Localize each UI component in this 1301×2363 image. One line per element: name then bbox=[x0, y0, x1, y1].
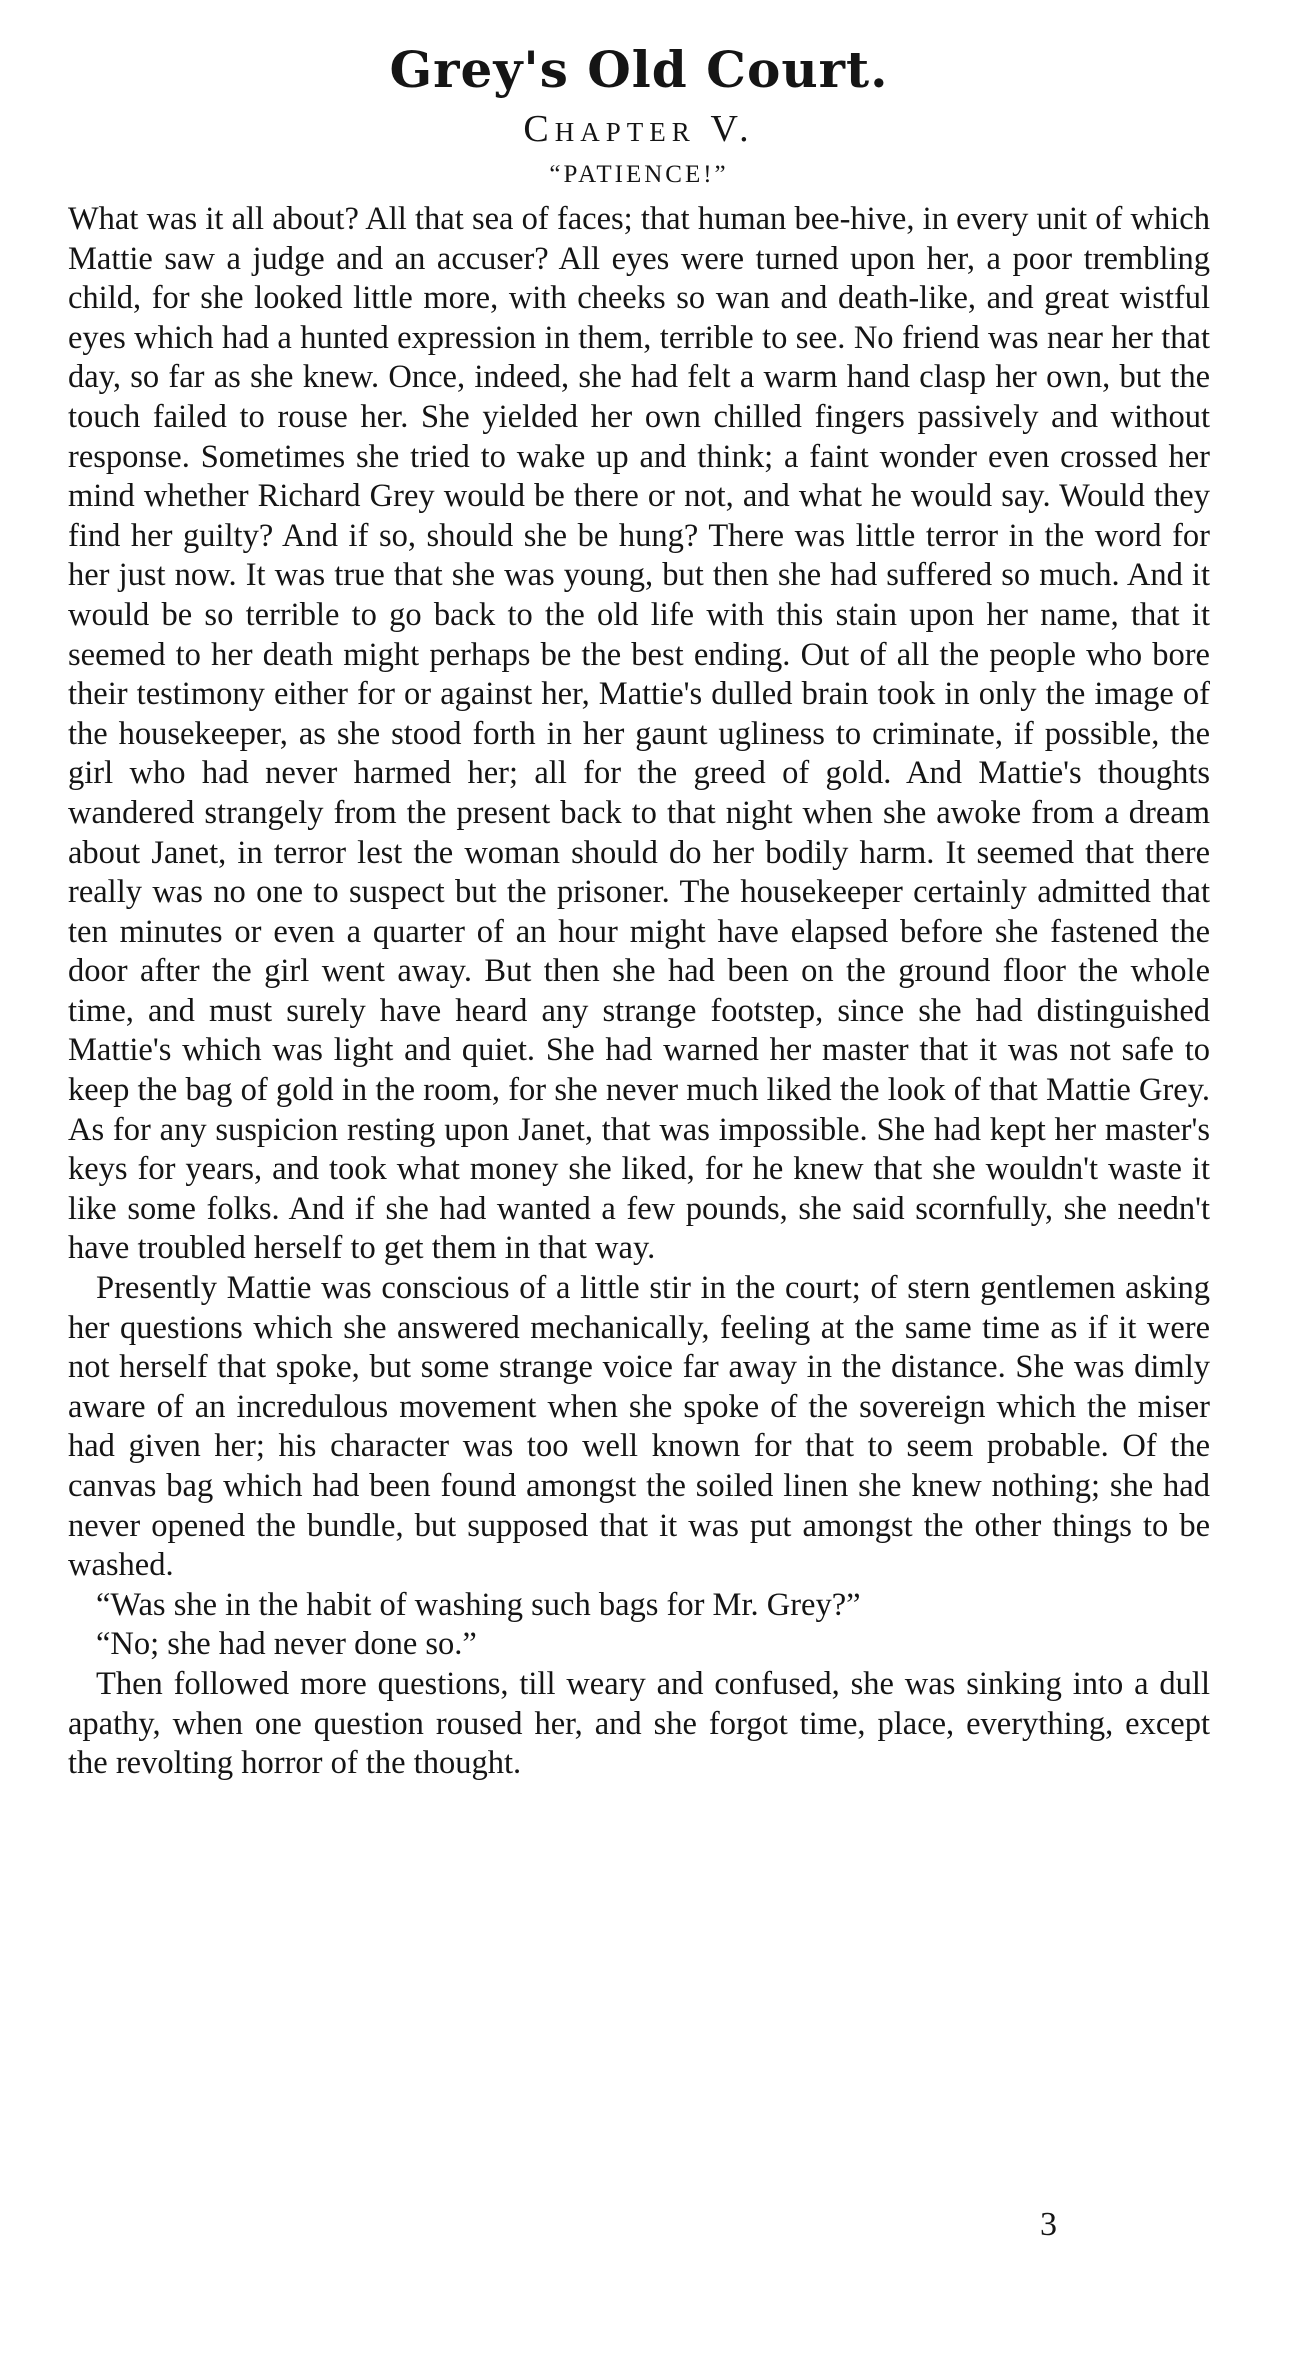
page-signature-mark: 3 bbox=[1040, 2206, 1057, 2243]
chapter-subtitle: “PATIENCE!” bbox=[549, 161, 729, 188]
paragraph-4: “No; she had never done so.” bbox=[96, 1626, 477, 1663]
page-title: Grey's Old Court. bbox=[389, 40, 889, 99]
paragraph-3: “Was she in the habit of washing such bags for Mr. Grey?” bbox=[96, 1586, 861, 1623]
paragraph-2: Presently Mattie was conscious of a little stir in the court; of stern gentlemen asking her questions which she answered mechanically, feeling at the same time as if it were not herself that spoke, but some strange voice far away in the distance. She was dimly aware of an incredulous movement when she spoke of the sovereign which the miser had given her; his character was too well known for that to seem probable. Of the canvas bag which had been found amongst the soiled linen she knew nothing; she had never opened the bundle, but supposed that it was put amongst the other things to be washed. bbox=[68, 1270, 1210, 1584]
paragraph-1: What was it all about? All that sea of faces; that human bee-hive, in every unit of which Mattie saw a judge and an accuser? All eyes were turned upon her, a poor trembling child, for she looked little more, with cheeks so wan and death-like, and great wistful eyes which had a hunted expression in them, terrible to see. No friend was near her that day, so far as she knew. Once, indeed, she had felt a warm hand clasp her own, but the touch failed to rouse her. She yielded her own chilled fingers passively and without response. Sometimes she tried to wake up and think; a faint wonder even crossed her mind whether Richard Grey would be there or not, and what he would say. Would they find her guilty? And if so, should she be hung? There was little terror in the word for her just now. It was true that she was young, but then she had suffered so much. And it would be so terrible to go back to the old life with this stain upon her name, that it seemed to her death might perhaps be the best ending. Out of all the people who bore their testimony either for or against her, Mattie's dulled brain took in only the image of the housekeeper, as she stood forth in her gaunt ugliness to criminate, if possible, the girl who had never harmed her; all for the greed of gold. And Mattie's thoughts wandered strangely from the present back to that night when she awoke from a dream about Janet, in terror lest the woman should do her bodily harm. It seemed that there really was no one to suspect but the prisoner. The housekeeper certainly admitted that ten minutes or even a quarter of an hour might have elapsed before she fastened the door after the girl went away. But then she had been on the ground floor the whole time, and must surely have heard any strange footstep, since she had distinguished Mattie's which was light and quiet. She had warned her master that it was not safe to keep the bag of gold in the room, for she never much liked the look of that Mattie Grey. As for any suspicion resting upon Janet, that was impossible. She had kept her master's keys for years, and took what money she liked, for he knew that she wouldn't waste it like some folks. And if she had wanted a few pounds, she said scornfully, she needn't have troubled herself to get them in that way. bbox=[68, 201, 1210, 1267]
document-page bbox=[68, 40, 1210, 1784]
chapter-heading: Chapter V. bbox=[523, 108, 755, 150]
paragraph-5: Then followed more questions, till weary and confused, she was sinking into a dull apathy, when one question roused her, and she forgot time, place, everything, except the revolting horror of the thought. bbox=[68, 1665, 1210, 1782]
